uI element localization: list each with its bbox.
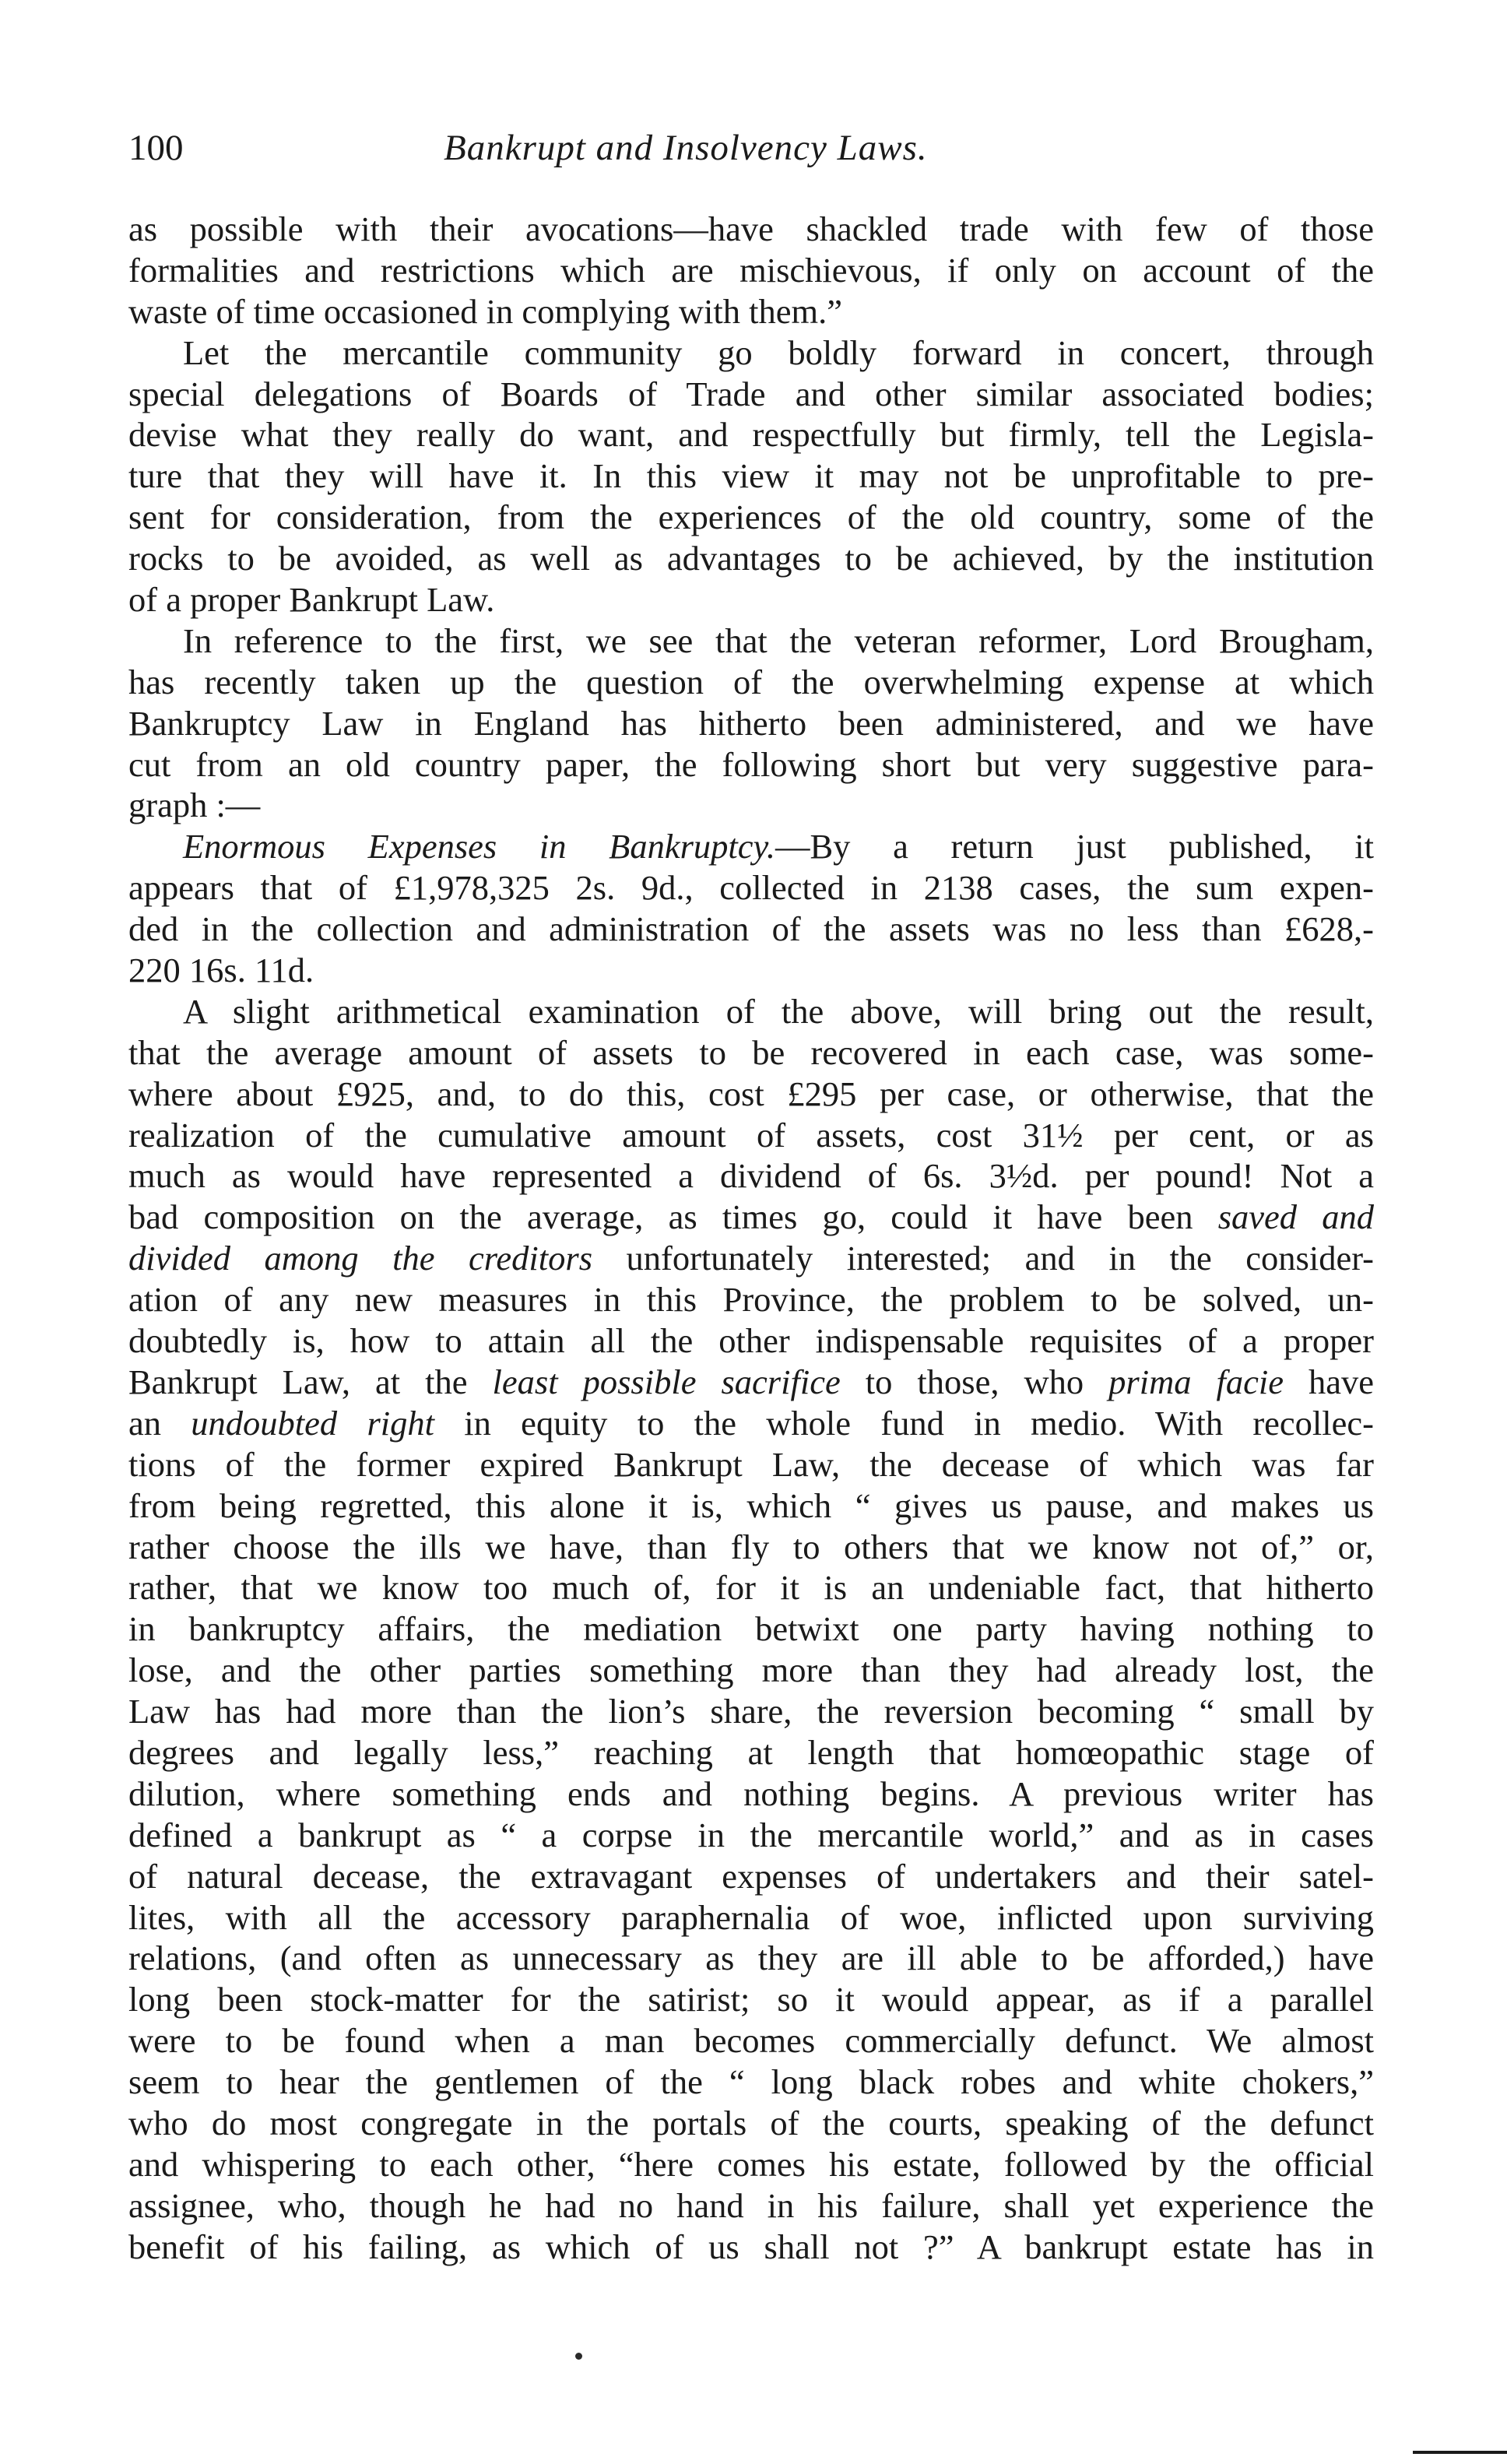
text-segment: relations, (and often as unnecessary as they are ill able to be afforded,) have — [128, 1939, 1374, 1978]
text-line — [128, 332, 1374, 374]
text-segment: sent for consideration, from the experiences of the old country, some of the — [128, 497, 1374, 537]
text-line — [128, 1320, 1374, 1362]
text-segment: rocks to be avoided, as well as advantages to be achieved, by the institution — [128, 539, 1374, 578]
text-line — [128, 620, 1374, 662]
text-line — [128, 867, 1374, 909]
text-segment: where about £925, and, to do this, cost £295 per case, or otherwise, that the — [128, 1074, 1374, 1113]
text-line — [128, 826, 1374, 867]
text-line — [128, 1650, 1374, 1691]
text-line — [128, 1403, 1374, 1444]
text-line — [128, 1608, 1374, 1650]
text-line — [128, 250, 1374, 291]
text-line — [128, 1115, 1374, 1156]
text-segment: from being regretted, this alone it is, which “ gives us pause, and makes us — [128, 1485, 1374, 1525]
text-segment: cut from an old country paper, the following short but very suggestive para- — [128, 744, 1374, 784]
text-segment: Bankruptcy Law in England has hitherto been administered, and we have — [128, 703, 1374, 743]
text-segment: —By a return just published, it — [775, 827, 1374, 866]
footer-dot — [575, 2353, 582, 2360]
text-segment: waste of time occasioned in complying with them.” — [128, 291, 842, 331]
text-segment: in bankruptcy affairs, the mediation betwixt one party having nothing to — [128, 1609, 1374, 1649]
text-line — [128, 2185, 1374, 2227]
text-line — [128, 1773, 1374, 1815]
text-segment: special delegations of Boards of Trade and other similar associated bodies; — [128, 374, 1374, 413]
text-line — [128, 1732, 1374, 1773]
text-segment: benefit of his failing, as which of us shall not ?” A bankrupt estate has in — [128, 2227, 1374, 2266]
text-segment: unfortunately interested; and in the consider- — [592, 1239, 1374, 1278]
text-line — [128, 662, 1374, 703]
text-segment: that the average amount of assets to be recovered in each case, was some- — [128, 1032, 1374, 1072]
text-segment: A slight arithmetical examination of the above, will bring out the result, — [183, 991, 1374, 1031]
text-line — [128, 909, 1374, 950]
text-line — [128, 1032, 1374, 1074]
text-segment: devise what they really do want, and respectfully but firmly, tell the Legisla- — [128, 415, 1374, 455]
scan-edge-rule — [1413, 2451, 1507, 2454]
text-segment: Let the mercantile community go boldly forward in concert, through — [183, 332, 1374, 372]
text-line — [128, 785, 1374, 826]
text-segment: of a proper Bankrupt Law. — [128, 580, 495, 620]
text-line — [128, 991, 1374, 1032]
text-segment: ation of any new measures in this Province, the problem to be solved, un- — [128, 1280, 1374, 1320]
italic-segment: divided among the creditors — [128, 1239, 593, 1278]
italic-segment: undoubted right — [191, 1403, 434, 1443]
text-segment: an — [128, 1403, 191, 1443]
text-segment: bad composition on the average, as times go, could it have been — [128, 1197, 1218, 1237]
text-segment: defined a bankrupt as “ a corpse in the mercantile world,” and as in cases — [128, 1815, 1374, 1854]
page-number: 100 — [128, 128, 184, 168]
text-line — [128, 703, 1374, 744]
text-segment: seem to hear the gentlemen of the “ long black robes and white chokers,” — [128, 2062, 1374, 2102]
text-segment: 220 16s. 11d. — [128, 951, 314, 990]
text-segment: much as would have represented a dividend of 6s. 3½d. per pound! Not a — [128, 1156, 1374, 1196]
text-segment: in equity to the whole fund in medio. With recollec- — [434, 1403, 1374, 1443]
text-segment: of natural decease, the extravagant expenses of undertakers and their satel- — [128, 1856, 1374, 1896]
text-segment: as possible with their avocations—have shackled trade with few of those — [128, 209, 1374, 248]
text-line — [128, 1897, 1374, 1939]
text-line — [128, 1815, 1374, 1856]
text-line — [128, 209, 1374, 250]
text-line — [128, 455, 1374, 497]
text-line — [128, 2062, 1374, 2103]
text-line — [128, 1938, 1374, 1979]
text-line — [128, 1485, 1374, 1527]
text-segment: Law has had more than the lion’s share, the reversion becoming “ small by — [128, 1692, 1374, 1731]
text-line — [128, 291, 1374, 332]
body-text — [128, 209, 1374, 2268]
text-line — [128, 374, 1374, 415]
text-line — [128, 1362, 1374, 1403]
text-segment: realization of the cumulative amount of assets, cost 31½ per cent, or as — [128, 1115, 1374, 1155]
text-line — [128, 1155, 1374, 1197]
text-line — [128, 1979, 1374, 2020]
text-line — [128, 497, 1374, 538]
text-segment: appears that of £1,978,325 2s. 9d., collected in 2138 cases, the sum expen- — [128, 868, 1374, 908]
text-segment: have — [1283, 1362, 1374, 1401]
text-line — [128, 2020, 1374, 2062]
italic-segment: prima facie — [1108, 1362, 1284, 1401]
italic-segment: least possible sacrifice — [492, 1362, 841, 1401]
text-segment: doubtedly is, how to attain all the other indispensable requisites of a proper — [128, 1321, 1374, 1361]
text-segment: has recently taken up the question of the overwhelming expense at which — [128, 662, 1374, 701]
text-segment: dilution, where something ends and nothing begins. A previous writer has — [128, 1773, 1374, 1813]
text-line — [128, 1691, 1374, 1732]
text-segment: ture that they will have it. In this view it may not be unprofitable to pre- — [128, 456, 1374, 496]
text-segment: degrees and legally less,” reaching at length that homœopathic stage of — [128, 1732, 1374, 1772]
text-segment: graph :— — [128, 786, 261, 825]
text-line — [128, 1567, 1374, 1608]
running-title: Bankrupt and Insolvency Laws. — [444, 128, 928, 168]
text-line — [128, 1856, 1374, 1897]
text-line — [128, 1444, 1374, 1485]
text-segment: lites, with all the accessory paraphernalia of woe, inflicted upon surviving — [128, 1897, 1374, 1937]
text-segment: formalities and restrictions which are mischievous, if only on account of the — [128, 250, 1374, 290]
text-line — [128, 538, 1374, 579]
text-line — [128, 414, 1374, 455]
text-segment: lose, and the other parties something more than they had already lost, the — [128, 1650, 1374, 1690]
text-segment: tions of the former expired Bankrupt Law, the decease of which was far — [128, 1444, 1374, 1484]
text-line — [128, 579, 1374, 620]
text-segment: rather choose the ills we have, than fly to others that we know not of,” or, — [128, 1527, 1374, 1566]
text-segment: to those, who — [840, 1362, 1109, 1401]
text-line — [128, 2103, 1374, 2144]
text-segment: assignee, who, though he had no hand in his failure, shall yet experience the — [128, 2185, 1374, 2225]
italic-segment: Enormous Expenses in Bankruptcy. — [183, 827, 775, 866]
text-line — [128, 2227, 1374, 2268]
text-segment: In reference to the first, we see that the veteran reformer, Lord Brougham, — [183, 620, 1374, 660]
text-line — [128, 1197, 1374, 1238]
text-line — [128, 1279, 1374, 1320]
text-line — [128, 1074, 1374, 1115]
text-segment: ded in the collection and administration of the assets was no less than £628,- — [128, 909, 1374, 949]
text-segment: and whispering to each other, “here comes his estate, followed by the official — [128, 2144, 1374, 2184]
text-segment: long been stock-matter for the satirist; so it would appear, as if a parallel — [128, 1980, 1374, 2019]
italic-segment: saved and — [1217, 1197, 1374, 1237]
text-line — [128, 1527, 1374, 1568]
text-line — [128, 2144, 1374, 2185]
running-header — [128, 121, 1133, 175]
text-line — [128, 950, 1374, 991]
text-segment: rather, that we know too much of, for it is an undeniable fact, that hitherto — [128, 1568, 1374, 1608]
text-segment: who do most congregate in the portals of the courts, speaking of the defunct — [128, 2103, 1374, 2142]
text-segment: were to be found when a man becomes commercially defunct. We almost — [128, 2021, 1374, 2061]
text-segment: Bankrupt Law, at the — [128, 1362, 493, 1401]
text-line — [128, 744, 1374, 786]
text-line — [128, 1238, 1374, 1279]
